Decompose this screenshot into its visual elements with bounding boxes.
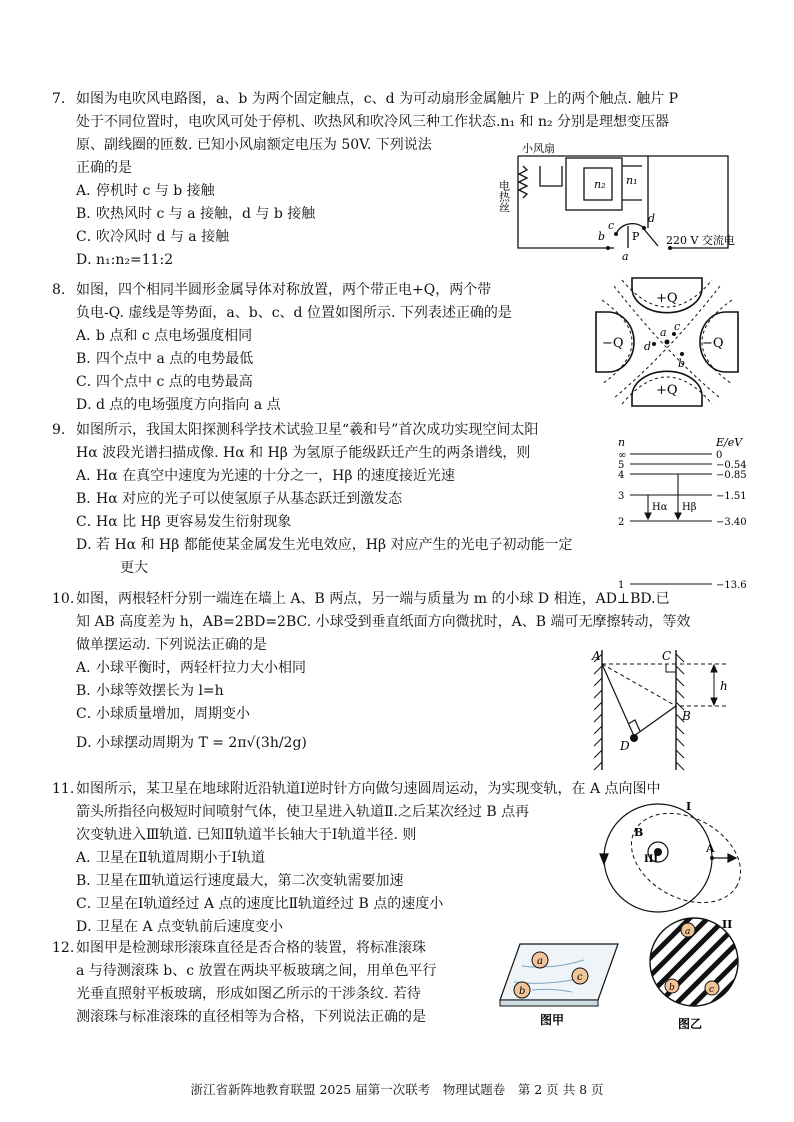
question-text: 箭头所指径向极短时间喷射气体，使卫星进入轨道Ⅱ.之后某次经过 B 点再	[76, 804, 530, 820]
question-text: 如图所示，某卫星在地球附近沿轨道Ⅰ逆时针方向做匀速圆周运动，为实现变轨，在 A 点向图中	[76, 781, 661, 797]
height-h: h	[720, 679, 728, 693]
question-text: 处于不同位置时，电吹风可处于停机、吹热风和吹冷风三种工作状态.n₁ 和 n₂ 分别是理想变压器	[76, 114, 670, 130]
point-a: a	[660, 326, 667, 339]
question-number: 8.	[52, 282, 66, 298]
label-c: c	[608, 219, 615, 232]
point-d: d	[644, 340, 652, 353]
option-b: B．Hα 对应的光子可以使氢原子从基态跃迁到激发态	[76, 491, 403, 507]
question-text: 如图为电吹风电路图，a、b 为两个固定触点，c、d 为可动扇形金属触片 P 上的两个触点. 触片 P	[76, 91, 679, 107]
energy-axis-label: E/eV	[716, 436, 743, 449]
option-d: D．卫星在 A 点变轨前后速度变小	[76, 919, 284, 935]
question-number: 9.	[52, 422, 66, 438]
label-heater: 电热丝	[498, 180, 511, 213]
option-b: B．吹热风时 c 与 a 接触，d 与 b 接触	[76, 206, 316, 222]
level-n-label: 4	[618, 470, 625, 481]
question-text: 做单摆运动. 下列说法正确的是	[76, 637, 267, 653]
option-d-continued: 更大	[120, 560, 148, 576]
option-c: C．吹冷风时 d 与 a 接触	[76, 229, 230, 245]
charge-bottom: +Q	[656, 383, 678, 398]
option-a: A．b 点和 c 点电场强度相同	[76, 328, 253, 344]
level-n-label: 5	[618, 460, 625, 471]
question-text: 次变轨进入Ⅲ轨道. 已知Ⅱ轨道半长轴大于Ⅰ轨道半径. 则	[76, 827, 417, 843]
question-text: 如图所示，我国太阳探测科学技术试验卫星“羲和号”首次成功实现空间太阳	[76, 422, 539, 438]
option-a: A．停机时 c 与 b 接触	[76, 183, 215, 199]
question-text: 知 AB 高度差为 h，AB=2BD=2BC. 小球受到垂直纸面方向微扰时，A、B 端可无摩擦转动，等效	[76, 614, 691, 630]
question-text: 负电-Q. 虚线是等势面，a、b、c、d 位置如图所示. 下列表述正确的是	[76, 305, 512, 321]
option-c: C．四个点中 c 点的电势最高	[76, 374, 253, 390]
question-11	[52, 778, 661, 939]
label-p: P	[632, 230, 640, 243]
option-d: D．d 点的电场强度方向指向 a 点	[76, 397, 281, 413]
glass-plates-figure	[492, 938, 628, 1034]
question-number: 11.	[52, 781, 75, 797]
ball-b: b	[519, 986, 526, 997]
question-text: Hα 波段光谱扫描成像. Hα 和 Hβ 为氢原子能级跃迁产生的两条谱线，则	[76, 445, 531, 461]
option-d: D．小球摆动周期为 T = 2π√(3h/2g)	[76, 735, 307, 751]
level-n-label: 3	[618, 491, 625, 502]
question-number: 12.	[52, 940, 75, 956]
orbit-III-label: III	[644, 854, 659, 865]
ball-c: c	[709, 985, 715, 995]
question-text: 原、副线圈的匝数. 已知小风扇额定电压为 50V. 下列说法	[76, 137, 432, 153]
level-energy-label: −13.6	[716, 580, 747, 591]
level-n-label: ∞	[618, 450, 627, 461]
question-number: 10.	[52, 591, 75, 607]
orbit-II-label: II	[722, 918, 733, 931]
energy-level-diagram	[612, 434, 762, 594]
option-b: B．卫星在Ⅲ轨道运行速度最大，第二次变轨需要加速	[76, 873, 404, 889]
label-b: b	[598, 230, 606, 243]
option-a: A．小球平衡时，两轻杆拉力大小相同	[76, 660, 306, 676]
charge-top: +Q	[656, 291, 678, 306]
ball-a: a	[537, 956, 543, 967]
question-9	[52, 419, 573, 580]
level-energy-label: −0.85	[716, 470, 747, 481]
energy-levels	[618, 450, 747, 591]
option-a: A．卫星在Ⅱ轨道周期小于Ⅰ轨道	[76, 850, 266, 866]
option-b: B．小球等效摆长为 l=h	[76, 683, 224, 699]
option-b: B．四个点中 a 点的电势最低	[76, 351, 254, 367]
label-n1: n₁	[626, 174, 638, 187]
question-8	[52, 279, 512, 417]
page-footer: 浙江省新阵地教育联盟 2025 届第一次联考 物理试题卷 第 2 页 共 8 页	[190, 1082, 604, 1097]
level-energy-label: 0	[716, 450, 723, 461]
question-number: 7.	[52, 91, 66, 107]
question-12	[52, 937, 437, 1029]
label-d: d	[648, 212, 656, 225]
level-energy-label: −1.51	[716, 491, 747, 502]
point-D: D	[620, 739, 630, 753]
point-b: b	[678, 357, 686, 370]
question-text: 如图，四个相同半圆形金属导体对称放置，两个带正电+Q，两个带	[76, 282, 492, 298]
point-A: A	[592, 649, 601, 663]
n-axis-label: n	[618, 436, 626, 449]
ball-c: c	[577, 972, 583, 983]
rod-pendulum-figure	[580, 644, 740, 774]
question-text: 如图，两根轻杆分别一端连在墙上 A、B 两点，另一端与质量为 m 的小球 D 相连，AD⊥BD.已	[76, 591, 670, 607]
orbit-figure	[594, 796, 750, 932]
question-text: a 与待测滚珠 b、c 放置在两块平板玻璃之间，用单色平行	[76, 963, 437, 979]
ball-b: b	[669, 983, 675, 993]
label-n2: n₂	[594, 178, 606, 191]
hair-dryer-circuit-figure	[498, 136, 758, 266]
level-n-label: 2	[618, 517, 625, 528]
charge-left: −Q	[602, 336, 624, 351]
h-beta-label: Hβ	[682, 502, 697, 513]
h-alpha-label: Hα	[652, 502, 668, 513]
question-text: 测滚珠与标准滚珠的直径相等为合格，下列说法正确的是	[76, 1009, 426, 1025]
conductor-field-figure	[592, 274, 742, 410]
level-energy-label: −0.54	[716, 460, 747, 471]
option-c: C．卫星在Ⅰ轨道经过 A 点的速度比Ⅱ轨道经过 B 点的速度小	[76, 896, 444, 912]
question-text: 如图甲是检测球形滚珠直径是否合格的装置，将标准滚珠	[76, 940, 426, 956]
charge-right: −Q	[702, 336, 724, 351]
orbit-I-label: I	[686, 800, 692, 813]
label-supply: 220 V 交流电	[666, 234, 735, 247]
option-d: D．n₁:n₂=11:2	[76, 252, 174, 268]
option-c: C．小球质量增加，周期变小	[76, 706, 250, 722]
label-a: a	[622, 250, 629, 263]
level-energy-label: −3.40	[716, 517, 747, 528]
level-n-label: 1	[618, 580, 625, 591]
ball-a: a	[685, 927, 691, 937]
point-c: c	[674, 320, 681, 333]
point-B: B	[634, 826, 644, 839]
point-C: C	[662, 649, 672, 663]
caption-fig-yi: 图乙	[678, 1017, 703, 1031]
label-fan: 小风扇	[522, 142, 555, 155]
caption-fig-jia: 图甲	[540, 1013, 565, 1027]
option-a: A．Hα 在真空中速度为光速的十分之一，Hβ 的速度接近光速	[76, 468, 455, 484]
interference-fringes-figure	[646, 914, 746, 1036]
option-d: D．若 Hα 和 Hβ 都能使某金属发生光电效应，Hβ 对应产生的光电子初动能一定	[76, 537, 573, 553]
option-c: C．Hα 比 Hβ 更容易发生衍射现象	[76, 514, 292, 530]
point-A: A	[706, 842, 715, 855]
question-text: 正确的是	[76, 160, 132, 176]
point-B: B	[682, 709, 691, 723]
question-text: 光垂直照射平板玻璃，形成如图乙所示的干涉条纹. 若待	[76, 986, 421, 1002]
